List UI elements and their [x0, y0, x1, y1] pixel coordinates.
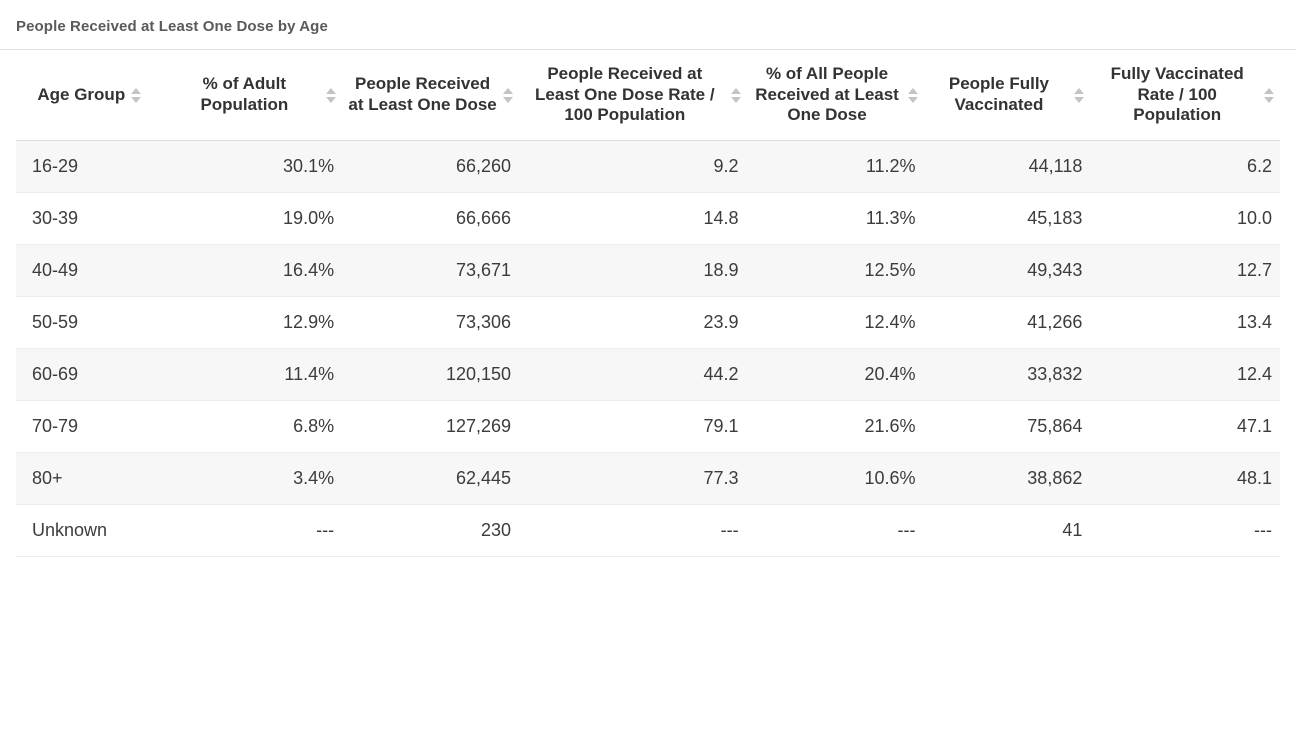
cell-pct-adult-population: 12.9%: [163, 297, 342, 349]
cell-fully-vaccinated-rate: 6.2: [1090, 141, 1280, 193]
table-header-row: [16, 50, 1280, 141]
vaccination-by-age-table: [16, 50, 1280, 557]
cell-pct-adult-population: ---: [163, 505, 342, 557]
cell-people-one-dose: 73,306: [342, 297, 519, 349]
table-row: [16, 349, 1280, 401]
cell-people-fully-vaccinated: 49,343: [924, 245, 1091, 297]
cell-pct-all-one-dose: 12.5%: [747, 245, 924, 297]
cell-fully-vaccinated-rate: 47.1: [1090, 401, 1280, 453]
table-row: [16, 453, 1280, 505]
cell-age-group: 30-39: [16, 193, 163, 245]
column-header-label: People Received at Least One Dose Rate / 100 Population: [535, 64, 715, 125]
cell-one-dose-rate: 18.9: [519, 245, 747, 297]
cell-pct-adult-population: 11.4%: [163, 349, 342, 401]
cell-pct-all-one-dose: 11.2%: [747, 141, 924, 193]
cell-one-dose-rate: 79.1: [519, 401, 747, 453]
cell-one-dose-rate: 77.3: [519, 453, 747, 505]
cell-people-one-dose: 62,445: [342, 453, 519, 505]
cell-fully-vaccinated-rate: ---: [1090, 505, 1280, 557]
cell-people-fully-vaccinated: 38,862: [924, 453, 1091, 505]
cell-pct-adult-population: 19.0%: [163, 193, 342, 245]
cell-people-fully-vaccinated: 75,864: [924, 401, 1091, 453]
table-header: [16, 50, 1280, 141]
column-header-pct-adult-population[interactable]: [163, 50, 342, 141]
cell-one-dose-rate: 44.2: [519, 349, 747, 401]
cell-people-fully-vaccinated: 41,266: [924, 297, 1091, 349]
sort-icon[interactable]: [908, 88, 918, 103]
column-header-age-group[interactable]: [16, 50, 163, 141]
cell-age-group: 16-29: [16, 141, 163, 193]
cell-pct-all-one-dose: 21.6%: [747, 401, 924, 453]
column-header-label: People Received at Least One Dose: [348, 74, 497, 115]
cell-one-dose-rate: 9.2: [519, 141, 747, 193]
cell-pct-adult-population: 16.4%: [163, 245, 342, 297]
column-header-label: Fully Vaccinated Rate / 100 Population: [1110, 64, 1244, 125]
table-row: [16, 505, 1280, 557]
table-row: [16, 141, 1280, 193]
cell-fully-vaccinated-rate: 12.4: [1090, 349, 1280, 401]
column-header-label: People Fully Vaccinated: [948, 74, 1049, 115]
cell-pct-all-one-dose: 11.3%: [747, 193, 924, 245]
cell-age-group: 70-79: [16, 401, 163, 453]
cell-age-group: 80+: [16, 453, 163, 505]
column-header-pct-all-one-dose[interactable]: [747, 50, 924, 141]
sort-icon[interactable]: [731, 88, 741, 103]
column-header-label: % of Adult Population: [200, 74, 289, 115]
cell-pct-adult-population: 6.8%: [163, 401, 342, 453]
cell-people-fully-vaccinated: 41: [924, 505, 1091, 557]
page-title: People Received at Least One Dose by Age: [0, 0, 1296, 50]
cell-pct-all-one-dose: 20.4%: [747, 349, 924, 401]
cell-one-dose-rate: ---: [519, 505, 747, 557]
sort-icon[interactable]: [503, 88, 513, 103]
sort-icon[interactable]: [1074, 88, 1084, 103]
cell-people-fully-vaccinated: 45,183: [924, 193, 1091, 245]
cell-people-one-dose: 73,671: [342, 245, 519, 297]
cell-fully-vaccinated-rate: 10.0: [1090, 193, 1280, 245]
cell-age-group: 40-49: [16, 245, 163, 297]
table-container: [0, 50, 1296, 748]
cell-people-fully-vaccinated: 44,118: [924, 141, 1091, 193]
cell-people-one-dose: 66,666: [342, 193, 519, 245]
sort-icon[interactable]: [1264, 88, 1274, 103]
cell-pct-adult-population: 30.1%: [163, 141, 342, 193]
cell-age-group: 50-59: [16, 297, 163, 349]
table-row: [16, 193, 1280, 245]
cell-people-one-dose: 66,260: [342, 141, 519, 193]
cell-fully-vaccinated-rate: 12.7: [1090, 245, 1280, 297]
cell-age-group: Unknown: [16, 505, 163, 557]
table-row: [16, 297, 1280, 349]
cell-pct-adult-population: 3.4%: [163, 453, 342, 505]
cell-one-dose-rate: 14.8: [519, 193, 747, 245]
cell-pct-all-one-dose: ---: [747, 505, 924, 557]
sort-icon[interactable]: [326, 88, 336, 103]
cell-people-one-dose: 120,150: [342, 349, 519, 401]
column-header-one-dose-rate[interactable]: [519, 50, 747, 141]
column-header-label: Age Group: [37, 84, 126, 104]
table-row: [16, 401, 1280, 453]
cell-people-fully-vaccinated: 33,832: [924, 349, 1091, 401]
cell-pct-all-one-dose: 12.4%: [747, 297, 924, 349]
cell-fully-vaccinated-rate: 13.4: [1090, 297, 1280, 349]
column-header-fully-vaccinated-rate[interactable]: [1090, 50, 1280, 141]
column-header-label: % of All People Received at Least One Dose: [755, 64, 899, 125]
cell-fully-vaccinated-rate: 48.1: [1090, 453, 1280, 505]
table-body: [16, 141, 1280, 557]
cell-people-one-dose: 230: [342, 505, 519, 557]
cell-age-group: 60-69: [16, 349, 163, 401]
table-row: [16, 245, 1280, 297]
sort-icon[interactable]: [131, 88, 141, 103]
cell-one-dose-rate: 23.9: [519, 297, 747, 349]
cell-pct-all-one-dose: 10.6%: [747, 453, 924, 505]
column-header-people-fully-vaccinated[interactable]: [924, 50, 1091, 141]
cell-people-one-dose: 127,269: [342, 401, 519, 453]
column-header-people-one-dose[interactable]: [342, 50, 519, 141]
